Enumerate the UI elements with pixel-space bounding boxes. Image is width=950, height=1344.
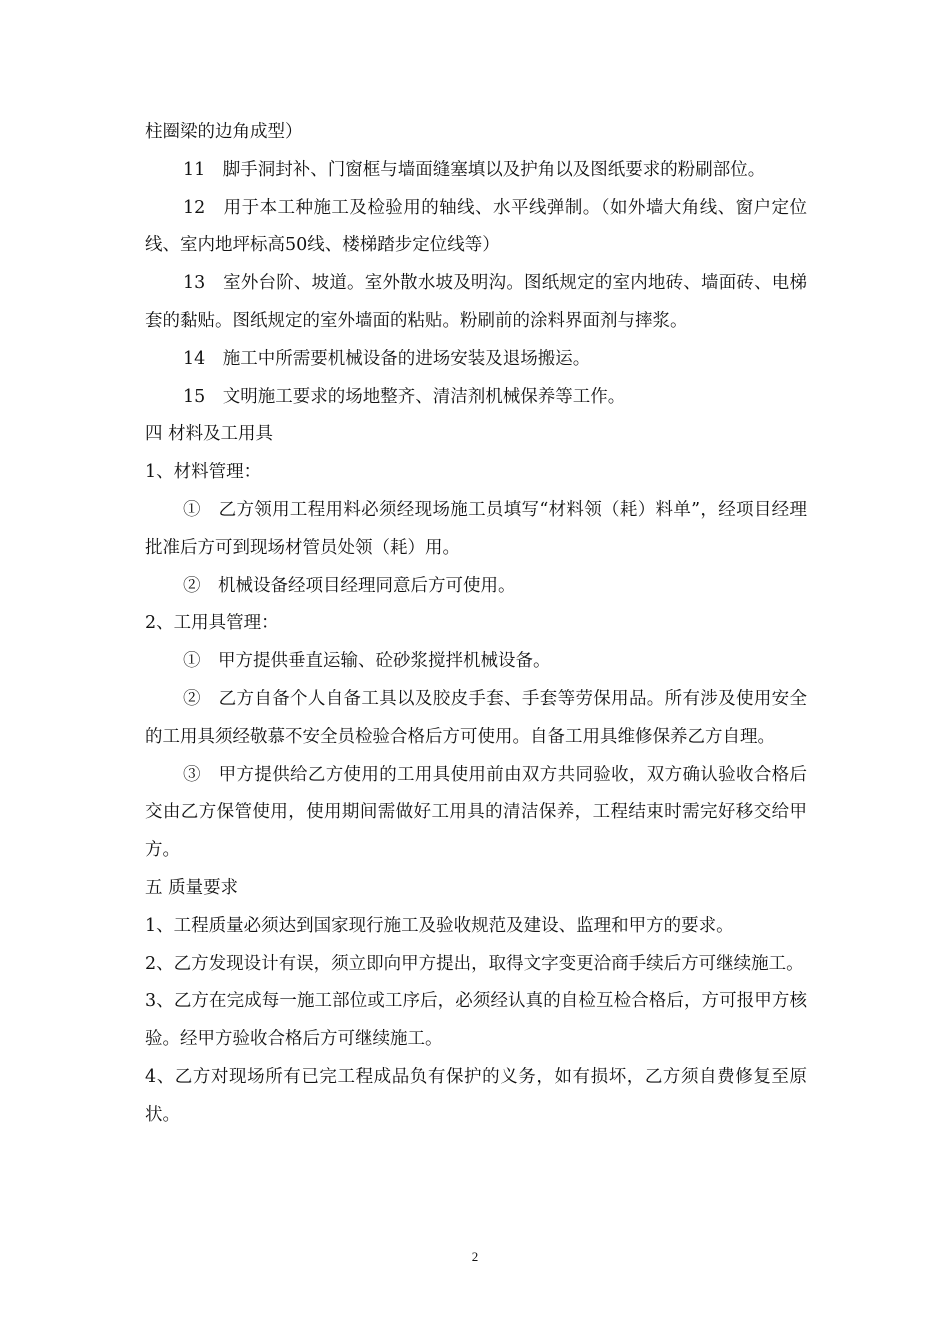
document-body	[145, 114, 807, 1135]
subheading-material-management: 1、材料管理：	[145, 462, 262, 483]
paragraph-quality-4: 4、乙方对现场所有已完工程成品负有保护的义务，如有损坏，乙方须自费修复至原状。	[145, 1066, 807, 1125]
paragraph-item-13: 13 室外台阶、坡道。室外散水坡及明沟。图纸规定的室内地砖、墙面砖、电梯套的黏贴。图纸规定的室外墙面的粘贴。粉刷前的涂料界面剂与摔浆。	[145, 273, 807, 331]
paragraph-material-2: ② 机械设备经项目经理同意后方可使用。	[183, 575, 516, 596]
section-heading-quality: 五 质量要求	[145, 877, 239, 898]
paragraph-tool-1: ① 甲方提供垂直运输、砼砂浆搅拌机械设备。	[183, 651, 551, 672]
paragraph-continuation: 柱圈梁的边角成型）	[145, 122, 303, 142]
paragraph-item-11: 11 脚手洞封补、门窗框与墙面缝塞填以及护角以及图纸要求的粉刷部位。	[183, 159, 766, 180]
paragraph-tool-3: ③ 甲方提供给乙方使用的工用具使用前由双方共同验收，双方确认验收合格后交由乙方保管使用，使用期间需做好工用具的清洁保养，工程结束时需完好移交给甲方。	[145, 764, 807, 861]
paragraph-quality-2: 2、乙方发现设计有误，须立即向甲方提出，取得文字变更洽商手续后方可继续施工。	[145, 953, 804, 974]
paragraph-item-15: 15 文明施工要求的场地整齐、清洁剂机械保养等工作。	[183, 386, 626, 407]
paragraph-quality-3: 3、乙方在完成每一施工部位或工序后，必须经认真的自检互检合格后，方可报甲方核验。经甲方验收合格后方可继续施工。	[145, 991, 807, 1050]
paragraph-material-1: ① 乙方领用工程用料必须经现场施工员填写“材料领（耗）料单”，经项目经理批准后方可到现场材管员处领（耗）用。	[145, 499, 807, 558]
subheading-tool-management: 2、工用具管理：	[145, 613, 279, 634]
page-number: 2	[471, 1249, 479, 1264]
paragraph-quality-1: 1、工程质量必须达到国家现行施工及验收规范及建设、监理和甲方的要求。	[145, 915, 734, 936]
section-heading-materials: 四 材料及工用具	[145, 424, 274, 445]
paragraph-item-14: 14 施工中所需要机械设备的进场安装及退场搬运。	[183, 348, 591, 369]
paragraph-tool-2: ② 乙方自备个人自备工具以及胶皮手套、手套等劳保用品。所有涉及使用安全的工用具须经敬慕不安全员检验合格后方可使用。自备工用具维修保养乙方自理。	[145, 688, 807, 747]
paragraph-item-12: 12 用于本工种施工及检验用的轴线、水平线弹制。（如外墙大角线、窗户定位线、室内地坪标高50线、楼梯踏步定位线等）	[145, 197, 807, 256]
